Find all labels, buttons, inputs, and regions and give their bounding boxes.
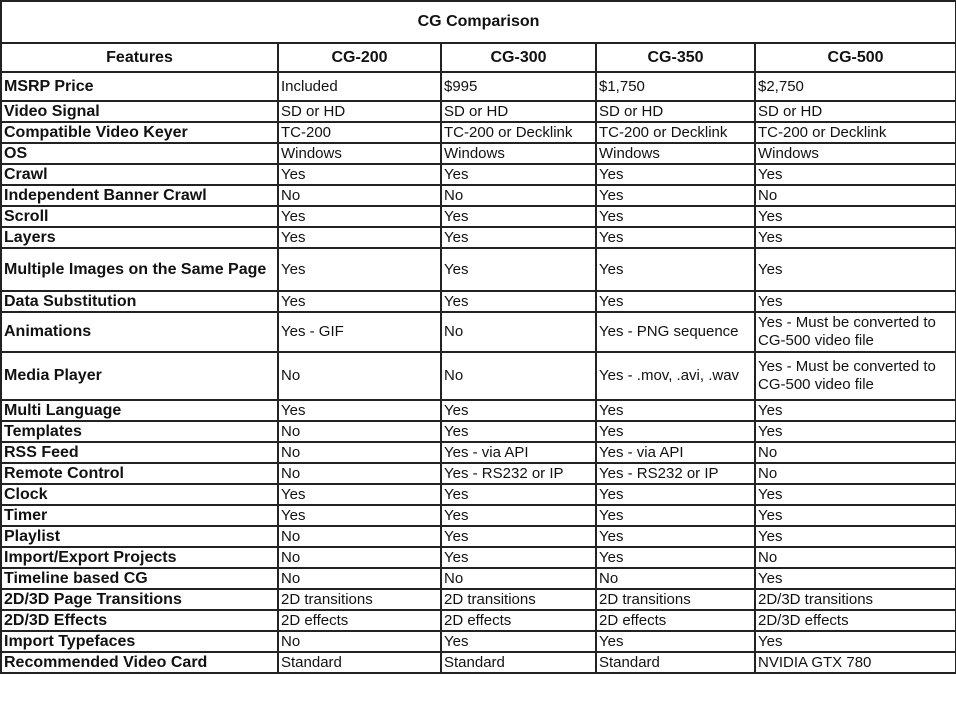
feature-cell: Independent Banner Crawl (1, 185, 278, 206)
value-cell: Yes (441, 421, 596, 442)
value-cell: Yes - Must be converted to CG-500 video file (755, 352, 956, 400)
value-cell: Standard (596, 652, 755, 673)
value-cell: Yes (441, 227, 596, 248)
table-row (1, 291, 956, 312)
feature-cell: RSS Feed (1, 442, 278, 463)
value-cell: No (278, 568, 441, 589)
value-cell: Yes (278, 206, 441, 227)
table-row (1, 352, 956, 400)
value-cell: Yes (441, 291, 596, 312)
value-cell: Yes - via API (596, 442, 755, 463)
value-cell: Windows (596, 143, 755, 164)
value-cell: Yes (596, 185, 755, 206)
feature-cell: Templates (1, 421, 278, 442)
feature-cell: OS (1, 143, 278, 164)
feature-cell: Import/Export Projects (1, 547, 278, 568)
table-row (1, 122, 956, 143)
feature-cell: Compatible Video Keyer (1, 122, 278, 143)
table-row (1, 206, 956, 227)
table-row (1, 227, 956, 248)
value-cell: Yes (441, 526, 596, 547)
feature-cell: Import Typefaces (1, 631, 278, 652)
value-cell: Yes - RS232 or IP (596, 463, 755, 484)
feature-cell: Remote Control (1, 463, 278, 484)
value-cell: Yes (596, 227, 755, 248)
value-cell: Yes (278, 227, 441, 248)
value-cell: Yes (278, 248, 441, 291)
value-cell: TC-200 (278, 122, 441, 143)
value-cell: Yes (596, 505, 755, 526)
table-row (1, 185, 956, 206)
value-cell: Yes (596, 526, 755, 547)
feature-cell: Layers (1, 227, 278, 248)
value-cell: Yes (596, 547, 755, 568)
value-cell: Yes (755, 400, 956, 421)
feature-cell: Video Signal (1, 101, 278, 122)
value-cell: 2D/3D transitions (755, 589, 956, 610)
value-cell: Yes (755, 568, 956, 589)
feature-cell: Timer (1, 505, 278, 526)
value-cell: No (755, 463, 956, 484)
value-cell: Yes (755, 248, 956, 291)
feature-cell: Multiple Images on the Same Page (1, 248, 278, 291)
feature-cell: 2D/3D Effects (1, 610, 278, 631)
table-row (1, 505, 956, 526)
value-cell: Yes (755, 484, 956, 505)
value-cell: Yes (755, 631, 956, 652)
value-cell: Yes (441, 484, 596, 505)
table-row (1, 312, 956, 352)
value-cell: Windows (441, 143, 596, 164)
table-row (1, 547, 956, 568)
value-cell: No (278, 547, 441, 568)
feature-cell: Crawl (1, 164, 278, 185)
value-cell: Yes (596, 164, 755, 185)
value-cell: No (755, 547, 956, 568)
table-row (1, 610, 956, 631)
feature-cell: Media Player (1, 352, 278, 400)
value-cell: 2D effects (278, 610, 441, 631)
table-row (1, 484, 956, 505)
value-cell: Yes - .mov, .avi, .wav (596, 352, 755, 400)
value-cell: Yes (596, 400, 755, 421)
value-cell: Windows (278, 143, 441, 164)
table-row (1, 72, 956, 101)
value-cell: $2,750 (755, 72, 956, 101)
table-row (1, 248, 956, 291)
value-cell: Included (278, 72, 441, 101)
value-cell: NVIDIA GTX 780 (755, 652, 956, 673)
value-cell: TC-200 or Decklink (596, 122, 755, 143)
value-cell: Yes (755, 526, 956, 547)
value-cell: Yes (441, 400, 596, 421)
table-row (1, 589, 956, 610)
table-row (1, 442, 956, 463)
value-cell: Yes (596, 421, 755, 442)
table-body (1, 72, 956, 673)
value-cell: Yes (278, 505, 441, 526)
value-cell: No (278, 185, 441, 206)
column-header: CG-200 (278, 43, 441, 72)
table-row (1, 526, 956, 547)
value-cell: Yes (441, 505, 596, 526)
value-cell: No (596, 568, 755, 589)
value-cell: Yes (755, 206, 956, 227)
feature-cell: Playlist (1, 526, 278, 547)
feature-cell: Scroll (1, 206, 278, 227)
value-cell: No (278, 442, 441, 463)
value-cell: 2D effects (596, 610, 755, 631)
table-row (1, 631, 956, 652)
value-cell: 2D transitions (441, 589, 596, 610)
value-cell: Yes - PNG sequence (596, 312, 755, 352)
value-cell: No (441, 312, 596, 352)
value-cell: Yes - RS232 or IP (441, 463, 596, 484)
column-header: CG-350 (596, 43, 755, 72)
table-row (1, 164, 956, 185)
column-header: CG-300 (441, 43, 596, 72)
feature-cell: MSRP Price (1, 72, 278, 101)
value-cell: Yes (278, 291, 441, 312)
value-cell: $995 (441, 72, 596, 101)
value-cell: Yes (441, 547, 596, 568)
feature-cell: Animations (1, 312, 278, 352)
value-cell: Yes (755, 291, 956, 312)
value-cell: No (441, 568, 596, 589)
value-cell: No (278, 631, 441, 652)
value-cell: Yes (755, 164, 956, 185)
value-cell: SD or HD (278, 101, 441, 122)
value-cell: No (755, 442, 956, 463)
table-row (1, 400, 956, 421)
feature-cell: Recommended Video Card (1, 652, 278, 673)
table-row (1, 421, 956, 442)
value-cell: Yes (755, 505, 956, 526)
value-cell: Standard (441, 652, 596, 673)
value-cell: SD or HD (755, 101, 956, 122)
value-cell: No (278, 421, 441, 442)
value-cell: Yes (441, 206, 596, 227)
feature-cell: Data Substitution (1, 291, 278, 312)
table-title: CG Comparison (1, 1, 956, 43)
feature-cell: 2D/3D Page Transitions (1, 589, 278, 610)
value-cell: TC-200 or Decklink (755, 122, 956, 143)
value-cell: No (441, 352, 596, 400)
value-cell: 2D/3D effects (755, 610, 956, 631)
value-cell: Yes - via API (441, 442, 596, 463)
value-cell: Standard (278, 652, 441, 673)
value-cell: No (278, 526, 441, 547)
value-cell: Yes - Must be converted to CG-500 video file (755, 312, 956, 352)
value-cell: TC-200 or Decklink (441, 122, 596, 143)
feature-cell: Clock (1, 484, 278, 505)
value-cell: Yes (441, 248, 596, 291)
table-row (1, 143, 956, 164)
value-cell: Windows (755, 143, 956, 164)
value-cell: Yes (278, 400, 441, 421)
value-cell: Yes (596, 291, 755, 312)
table-row (1, 652, 956, 673)
value-cell: No (441, 185, 596, 206)
table-row (1, 101, 956, 122)
value-cell: No (278, 352, 441, 400)
value-cell: Yes - GIF (278, 312, 441, 352)
value-cell: Yes (441, 631, 596, 652)
value-cell: Yes (278, 484, 441, 505)
value-cell: Yes (596, 248, 755, 291)
value-cell: Yes (596, 484, 755, 505)
value-cell: 2D transitions (596, 589, 755, 610)
value-cell: Yes (755, 227, 956, 248)
value-cell: Yes (596, 631, 755, 652)
value-cell: 2D effects (441, 610, 596, 631)
value-cell: Yes (278, 164, 441, 185)
value-cell: No (755, 185, 956, 206)
column-header: CG-500 (755, 43, 956, 72)
value-cell: Yes (596, 206, 755, 227)
feature-cell: Timeline based CG (1, 568, 278, 589)
column-header: Features (1, 43, 278, 72)
value-cell: Yes (441, 164, 596, 185)
table-row (1, 463, 956, 484)
value-cell: $1,750 (596, 72, 755, 101)
value-cell: No (278, 463, 441, 484)
value-cell: SD or HD (441, 101, 596, 122)
feature-cell: Multi Language (1, 400, 278, 421)
value-cell: SD or HD (596, 101, 755, 122)
value-cell: 2D transitions (278, 589, 441, 610)
header-row (1, 43, 956, 72)
value-cell: Yes (755, 421, 956, 442)
table-row (1, 568, 956, 589)
